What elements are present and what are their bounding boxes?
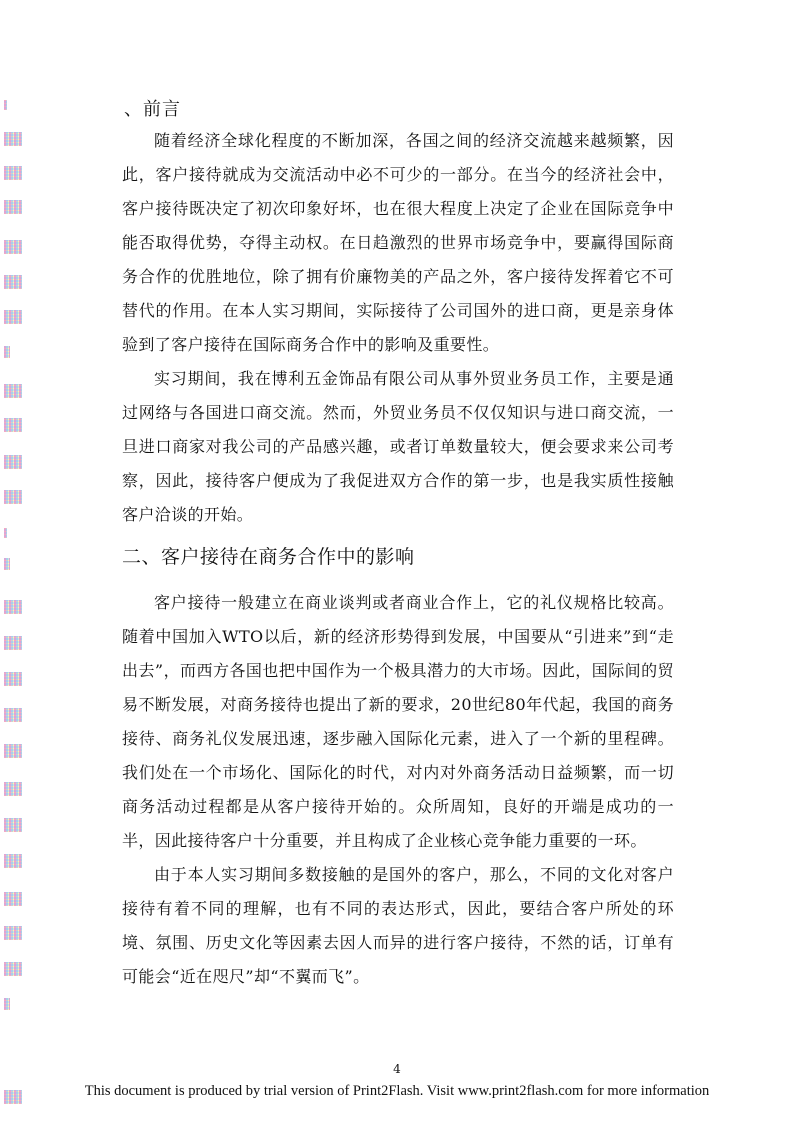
paragraph: 实习期间，我在博利五金饰品有限公司从事外贸业务员工作，主要是通过网络与各国进口商交流。然而，外贸业务员不仅仅知识与进口商交流，一旦进口商家对我公司的产品感兴趣，或者订单数量较大，便会要求来公司考察，因此，接待客户便成为了我促进双方合作的第一步，也是我实质性接触客户洽谈的开始。 xyxy=(122,369,674,524)
margin-artifact xyxy=(4,672,22,686)
section-heading-reception-impact: 二、客户接待在商务合作中的影响 xyxy=(122,546,415,568)
margin-artifact xyxy=(4,528,7,538)
trial-watermark-footer: This document is produced by trial version of Print2Flash. Visit www.print2flash.com for more information xyxy=(84,1083,710,1099)
margin-artifact xyxy=(4,490,22,504)
section-heading-preface: 、前言 xyxy=(124,99,181,120)
margin-artifact xyxy=(4,892,22,906)
paragraph: 随着经济全球化程度的不断加深，各国之间的经济交流越来越频繁，因此，客户接待就成为交流活动中必不可少的一部分。在当今的经济社会中，客户接待既决定了初次印象好坏，也在很大程度上决定了企业在国际竞争中能否取得优势，夺得主动权。在日趋激烈的世界市场竞争中，要赢得国际商务合作的优胜地位，除了拥有价廉物美的产品之外，客户接待发挥着它不可替代的作用。在本人实习期间，实际接待了公司国外的进口商，更是亲身体验到了客户接待在国际商务合作中的影响及重要性。 xyxy=(122,131,674,354)
margin-artifact xyxy=(4,558,10,570)
margin-artifact xyxy=(4,166,22,180)
margin-artifact xyxy=(4,346,10,358)
margin-artifact xyxy=(4,240,22,254)
margin-artifact xyxy=(4,854,22,868)
paragraph: 客户接待一般建立在商业谈判或者商业合作上，它的礼仪规格比较高。随着中国加入WTO以后，新的经济形势得到发展，中国要从“引进来”到“走出去”，而西方各国也把中国作为一个极具潜力的大市场。因此，国际间的贸易不断发展，对商务接待也提出了新的要求，20世纪80年代起，我国的商务接待、商务礼仪发展迅速，逐步融入国际化元素，进入了一个新的里程碑。我们处在一个市场化、国际化的时代，对内对外商务活动日益频繁，而一切商务活动过程都是从客户接待开始的。众所周知，良好的开端是成功的一半，因此接待客户十分重要，并且构成了企业核心竞争能力重要的一环。 xyxy=(122,593,674,850)
margin-artifact xyxy=(4,455,22,469)
margin-artifact xyxy=(4,782,22,796)
margin-artifact xyxy=(4,200,22,214)
margin-artifact xyxy=(4,100,7,110)
page-number: 4 xyxy=(393,1062,401,1076)
margin-artifact xyxy=(4,132,22,146)
margin-artifact xyxy=(4,926,22,940)
margin-artifact xyxy=(4,310,22,324)
margin-artifact xyxy=(4,418,22,432)
margin-artifact xyxy=(4,600,22,614)
margin-artifact xyxy=(4,962,22,976)
margin-artifact xyxy=(4,818,22,832)
margin-artifact xyxy=(4,636,22,650)
left-margin-render-artifacts xyxy=(0,0,30,1123)
margin-artifact xyxy=(4,275,22,289)
margin-artifact xyxy=(4,384,22,398)
margin-artifact xyxy=(4,744,22,758)
document-body xyxy=(122,96,674,994)
paragraph: 由于本人实习期间多数接触的是国外的客户，那么，不同的文化对客户接待有着不同的理解，也有不同的表达形式，因此，要结合客户所处的环境、氛围、历史文化等因素去因人而异的进行客户接待，不然的话，订单有可能会“近在咫尺”却“不翼而飞”。 xyxy=(122,865,674,986)
margin-artifact xyxy=(4,998,10,1010)
margin-artifact xyxy=(4,708,22,722)
